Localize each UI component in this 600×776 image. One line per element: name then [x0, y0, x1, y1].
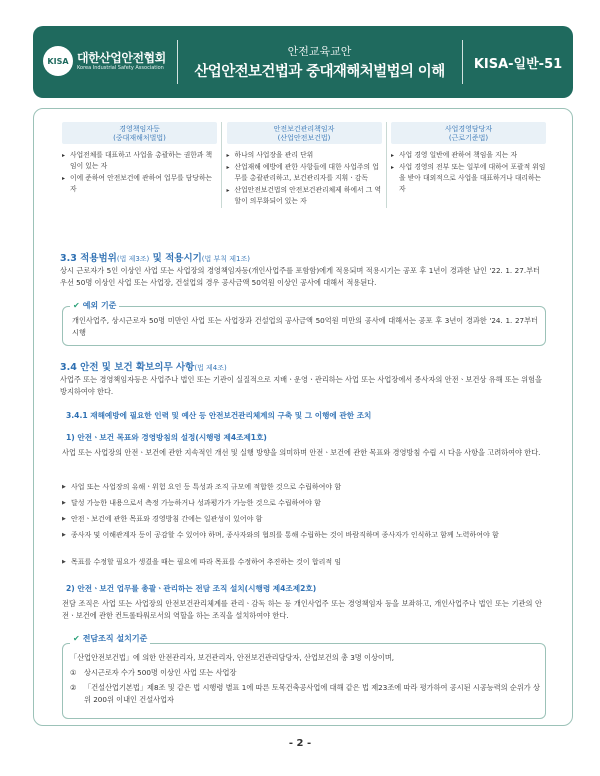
law-ref: (법 제4조) [194, 364, 227, 372]
role-column [391, 122, 546, 208]
role-column [62, 122, 217, 208]
law-ref: (법 부칙 제1조) [201, 255, 250, 263]
role-law: (근로기준법) [448, 134, 489, 142]
page-header [33, 26, 573, 98]
list-item: ▸ 사업 경영 일반에 관하여 책임을 지는 자 [391, 150, 546, 161]
law-ref: (시행령 제4조제2호) [244, 584, 317, 593]
logo-icon: KISA [43, 46, 73, 76]
list-item: ▸ 사업전체를 대표하고 사업을 총괄하는 권한과 책임이 있는 자 [62, 150, 217, 172]
list-item: ▶ 목표를 수정할 필요가 생겼을 때는 필요에 따라 목표를 수정하여 추진하는 것이 합리적 임 [62, 556, 542, 568]
role-title: 안전보건관리책임자 [273, 125, 335, 133]
section-heading [60, 359, 227, 373]
list-item: ▶ 달성 가능한 내용으로서 측정 가능하거나 성과평가가 가능한 것으로 수립하여야 함 [62, 497, 542, 509]
document-code: KISA-일반-51 [473, 57, 563, 72]
list-number: ① [70, 668, 77, 677]
section-title: 3.3 적용범위 [60, 253, 117, 264]
header-subtitle: 안전교육교안 [287, 45, 352, 58]
page-number: - 2 - [288, 738, 312, 749]
role-header [227, 122, 382, 144]
list-item: ▸ 이에 준하여 안전보건에 관하여 업무를 담당하는 자 [62, 173, 217, 195]
role-header [391, 122, 546, 144]
list-number: ② [70, 683, 77, 692]
paragraph: 전담 조직은 사업 또는 사업장의 안전보건관리체계를 관리ㆍ감독 하는 등 개인사업주 또는 경영책임자 등을 보좌하고, 개인사업주나 법인 또는 기관의 안전ㆍ보건에 관한 컨트롤타워로서의 역할을 하는 조직을 설치하여야 한다. [62, 599, 542, 620]
org-logo [43, 46, 166, 76]
paragraph: 사업 또는 사업장의 안전ㆍ보건에 관한 지속적인 개선 및 실행 방향을 의미하며 안전ㆍ보건에 관한 목표와 경영방침 수립 시 다음 사항을 고려하여야 한다. [62, 448, 541, 457]
list-item: ▸ 산업안전보건법의 안전보건관리체제 하에서 그 역할이 의무화되어 있는 자 [227, 185, 382, 207]
law-ref: (법 제3조) [116, 255, 150, 263]
subsection-heading [66, 432, 267, 443]
paragraph: 「산업안전보건법」에 의한 안전관리자, 보건관리자, 안전보건관리담당자, 산업보건의 총 3명 이상이며, [70, 653, 395, 662]
divider [386, 122, 387, 208]
box-title [70, 300, 119, 311]
law-ref: (시행령 제4조제1호) [195, 433, 267, 442]
subsection-title: 1) 안전ㆍ보건 목표와 경영방침의 설정 [66, 433, 196, 442]
list-item: 상시근로자 수가 500명 이상인 사업 또는 사업장 [84, 668, 237, 677]
role-column [227, 122, 382, 208]
list-item: ▸ 산업재해 예방에 관한 사항들에 대한 사업주의 업무를 총괄관리하고, 보건관리자를 지휘ㆍ감독 [227, 162, 382, 184]
subsection-title: 2) 안전ㆍ보건 업무를 총괄ㆍ관리하는 전담 조직 설치 [66, 584, 245, 593]
role-law: (중대재해처벌법) [113, 134, 166, 142]
list-item: ▸ 사업 경영의 전부 또는 일부에 대하여 포괄적 위임을 받아 대외적으로 사업을 대표하거나 대리하는 자 [391, 162, 546, 195]
list-item: ▶ 사업 또는 사업장의 유해ㆍ위험 요인 등 특성과 조직 규모에 적합한 것으로 수립하여야 함 [62, 481, 542, 493]
org-name: 대한산업안전협회 [77, 51, 166, 65]
box-title-text: 예외 기준 [82, 301, 117, 310]
role-title: 사업경영담당자 [444, 125, 493, 133]
check-icon: ✔ [73, 301, 80, 310]
list-item: ▸ 하나의 사업장을 관리 단위 [227, 150, 382, 161]
section-title: 3.4 안전 및 보건 확보의무 사항 [60, 362, 195, 373]
list-item: 「건설산업기본법」제8조 및 같은 법 시행령 별표 1에 따른 토목건축공사업에 대해 같은 법 제23조에 따라 평가하여 공시된 시공능력의 순위가 상위 200위 이내인 건설사업자 [84, 683, 540, 704]
divider [221, 122, 222, 208]
section-heading [60, 250, 250, 264]
role-law: (산업안전보건법) [277, 134, 331, 142]
list-item: ▶ 종사자 및 이해관계자 등이 공감할 수 있어야 하며, 종사자와의 협의를 통해 수립하는 것이 바람직하며 종사자가 인식하고 함께 노력하여야 함 [62, 529, 542, 541]
role-header [62, 122, 217, 144]
paragraph: 사업주 또는 경영책임자등은 사업주나 법인 또는 기관이 실질적으로 지배ㆍ운영ㆍ관리하는 사업 또는 사업장에서 종사자의 안전ㆍ보건상 유해 또는 위험을 방지하여야 한다. [60, 375, 542, 396]
section-title: 및 적용시기 [149, 253, 202, 264]
check-icon: ✔ [73, 634, 80, 643]
document-title: 산업안전보건법과 중대재해처벌법의 이해 [194, 64, 445, 80]
paragraph: 개인사업주, 상시근로자 50명 미만인 사업 또는 사업장과 건설업의 공사금액 50억원 미만의 공사에 대해서는 공포 후 3년이 경과한 '24. 1. 27부터 시행 [72, 316, 538, 337]
list-item: ▶ 안전ㆍ보건에 관한 목표와 경영방침 간에는 일관성이 있어야 함 [62, 513, 542, 525]
subsection-heading [66, 583, 316, 594]
role-title: 경영책임자등 [119, 125, 160, 133]
org-sub: Korea Industrial Safety Association [77, 65, 164, 71]
role-comparison [62, 122, 546, 208]
subsection-heading: 3.4.1 재해예방에 필요한 인력 및 예산 등 안전보건관리체계의 구축 및 그 이행에 관한 조치 [66, 411, 372, 420]
paragraph: 상시 근로자가 5인 이상인 사업 또는 사업장의 경영책임자등(개인사업주를 포함함)에게 적용되며 적용시기는 공포 후 1년이 경과한 날인 '22. 1. 27.부터 우선 50명 이상인 사업 또는 사업장, 건설업의 경우 공사금액 50억원 이상인 공사에 대해서 적용된다. [60, 266, 540, 287]
box-title [70, 633, 150, 644]
box-title-text: 전담조직 설치기준 [82, 634, 148, 643]
